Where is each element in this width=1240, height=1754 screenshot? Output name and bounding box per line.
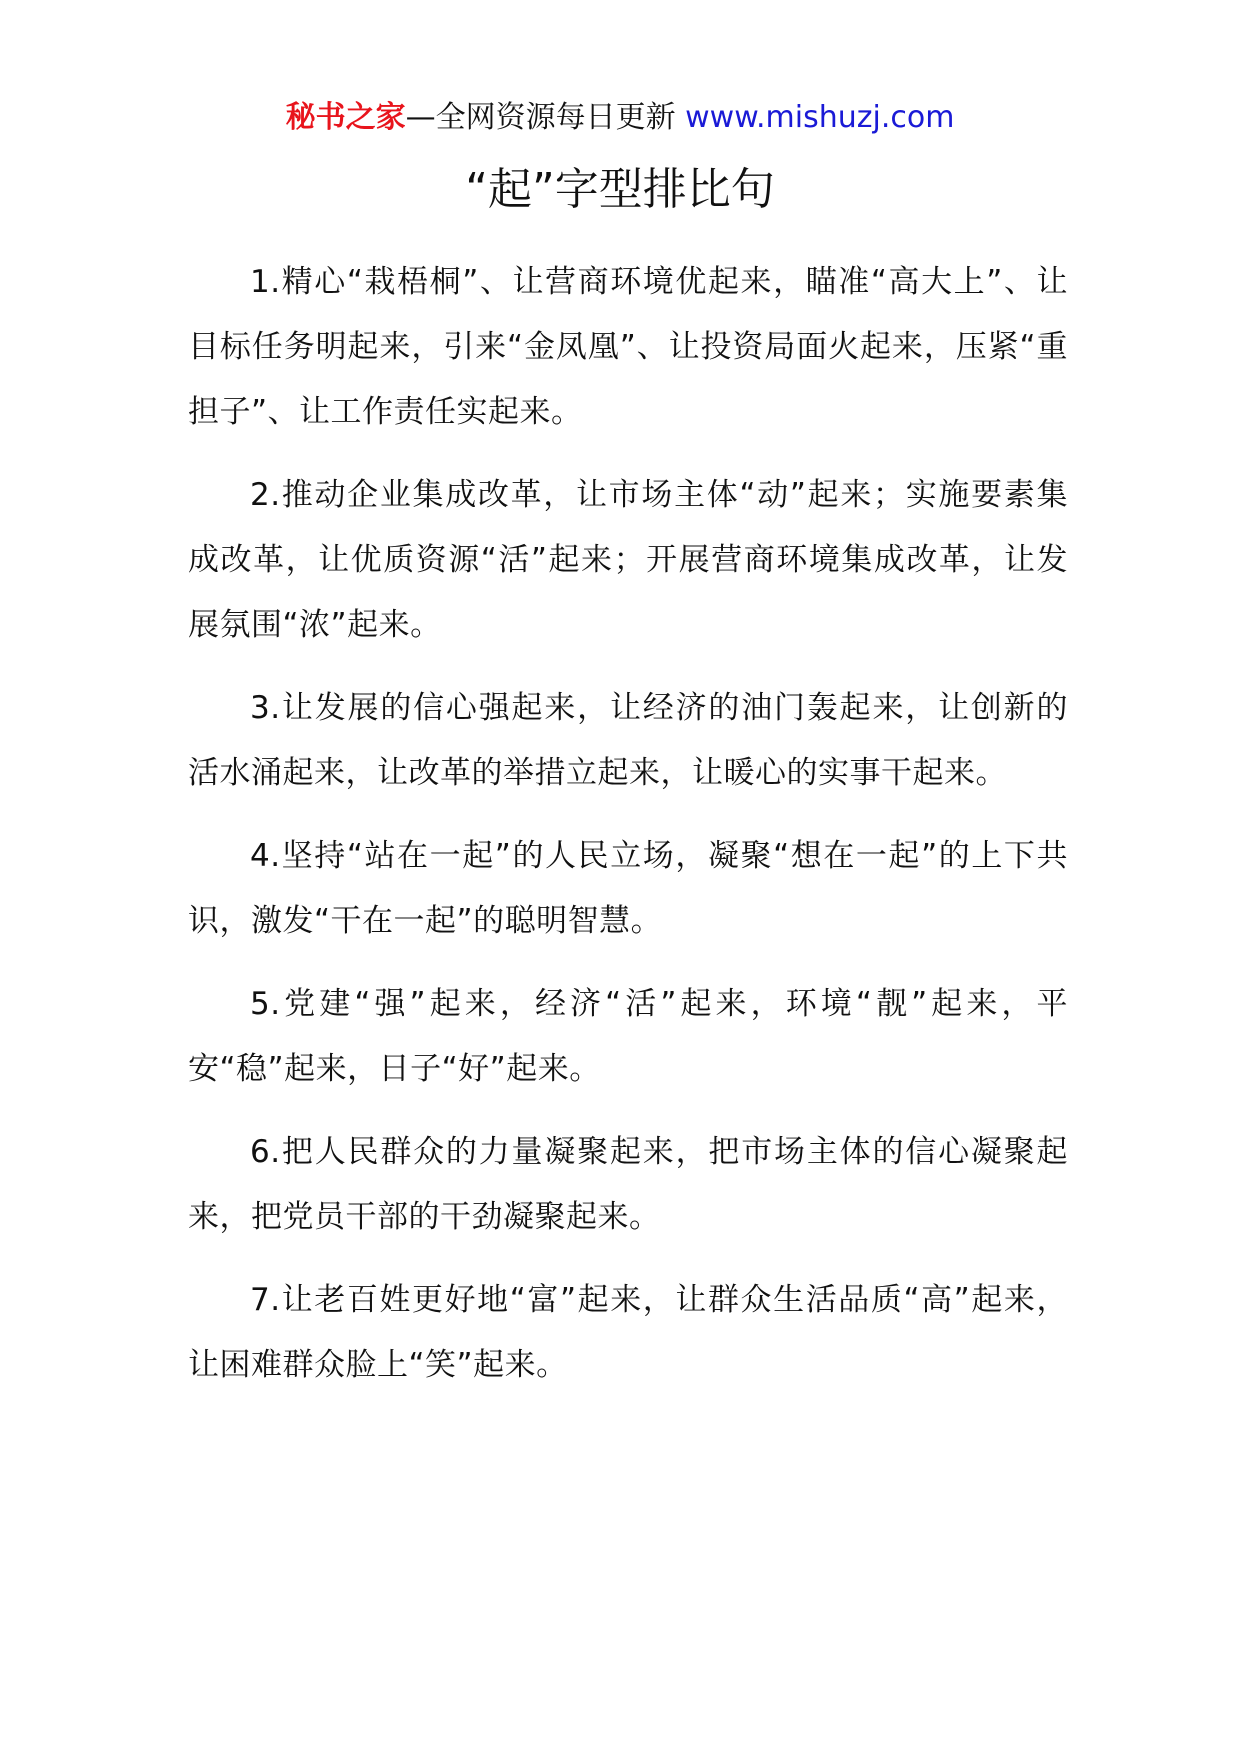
paragraph-4: 4.坚持“站在一起”的人民立场，凝聚“想在一起”的上下共识，激发“干在一起”的聪明智慧。: [188, 838, 1068, 939]
brand-name: 秘书之家: [285, 100, 406, 135]
paragraph-3: 3.让发展的信心强起来，让经济的油门轰起来，让创新的活水涌起来，让改革的举措立起来，让暖心的实事干起来。: [188, 690, 1068, 791]
site-url-link[interactable]: www.mishuzj.com: [685, 100, 955, 135]
header-slogan: —全网资源每日更新: [405, 100, 686, 135]
paragraph-7: 7.让老百姓更好地“富”起来，让群众生活品质“高”起来，让困难群众脸上“笑”起来。: [188, 1282, 1068, 1383]
site-header: [0, 98, 1240, 138]
paragraph-2: 2.推动企业集成改革，让市场主体“动”起来；实施要素集成改革，让优质资源“活”起来；开展营商环境集成改革，让发展氛围“浓”起来。: [188, 477, 1068, 643]
paragraph-5: 5.党建“强”起来，经济“活”起来，环境“靓”起来，平安“稳”起来，日子“好”起来。: [188, 986, 1068, 1087]
document-body: [188, 250, 1068, 1416]
document-title: “起”字型排比句: [465, 164, 775, 215]
paragraph-1: 1.精心“栽梧桐”、让营商环境优起来，瞄准“高大上”、让目标任务明起来，引来“金凤凰”、让投资局面火起来，压紧“重担子”、让工作责任实起来。: [188, 264, 1068, 430]
paragraph-6: 6.把人民群众的力量凝聚起来，把市场主体的信心凝聚起来，把党员干部的干劲凝聚起来。: [188, 1134, 1068, 1235]
